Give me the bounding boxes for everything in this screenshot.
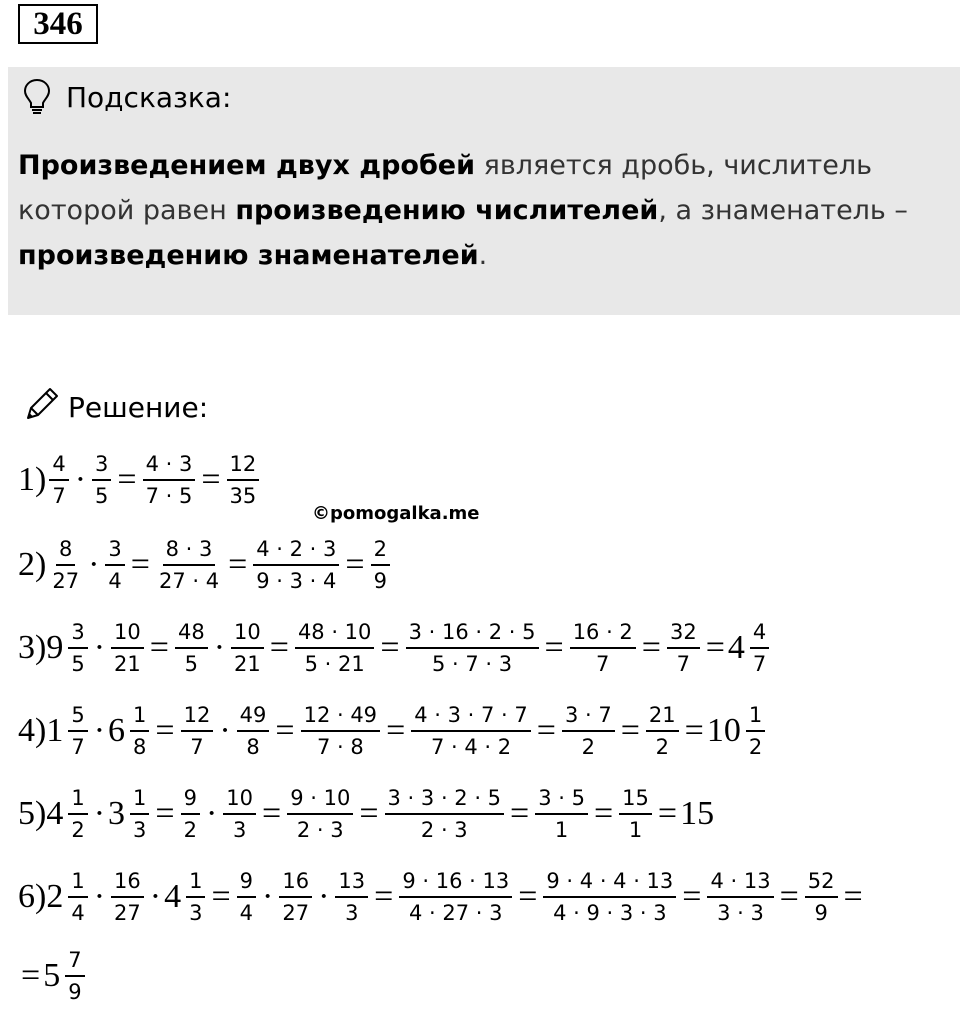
fraction-denominator: 3 [133, 818, 147, 842]
solution-row-2 [18, 537, 393, 593]
row-text: 3) [18, 629, 47, 666]
fraction-denominator: 7 [52, 484, 66, 508]
task-number: 346 [18, 4, 98, 44]
solution-row-6-continued [18, 948, 88, 1004]
whole-number: 4 [164, 878, 182, 915]
fraction-numerator: 3 · 7 [562, 703, 615, 732]
fraction [143, 452, 196, 508]
operator: = [155, 795, 175, 832]
operator: = [518, 878, 538, 915]
fraction-numerator: 1 [130, 786, 149, 815]
hint-text [18, 143, 948, 278]
fraction-numerator: 52 [805, 869, 838, 898]
fraction [371, 537, 390, 593]
operator: · [262, 878, 274, 915]
fraction [295, 620, 374, 676]
fraction [223, 786, 256, 842]
fraction [68, 703, 87, 759]
operator: · [93, 878, 106, 915]
fraction [750, 620, 769, 676]
operator: = [544, 629, 564, 666]
fraction-numerator: 16 · 2 [570, 620, 636, 649]
operator: = [386, 712, 406, 749]
fraction [646, 703, 679, 759]
fraction-numerator: 9 [181, 786, 200, 815]
fraction-denominator: 2 · 3 [296, 818, 344, 842]
operator: · [93, 712, 106, 749]
fraction-numerator: 3 [92, 452, 111, 481]
fraction [49, 452, 68, 508]
fraction-numerator: 9 · 10 [287, 786, 353, 815]
fraction-denominator: 7 [596, 652, 610, 676]
fraction-numerator: 8 · 3 [163, 537, 216, 566]
fraction-denominator: 3 [345, 901, 359, 925]
fraction-numerator: 3 · 16 · 2 · 5 [406, 620, 539, 649]
fraction-numerator: 2 [371, 537, 390, 566]
fraction-denominator: 7 · 8 [316, 735, 364, 759]
hint-bold-1: Произведением двух дробей [18, 150, 476, 181]
fraction [399, 869, 512, 925]
fraction-denominator: 35 [229, 484, 257, 508]
operator: · [93, 629, 106, 666]
operator: = [374, 878, 394, 915]
whole-number: 4 [727, 629, 745, 666]
fraction [181, 703, 214, 759]
row-text: 15 [680, 795, 715, 832]
fraction-numerator: 1 [746, 703, 765, 732]
operator: = [684, 712, 704, 749]
fraction-denominator: 4 · 9 · 3 · 3 [553, 901, 667, 925]
fraction-numerator: 3 [105, 537, 124, 566]
operator: = [130, 546, 150, 583]
fraction [181, 786, 200, 842]
hint-text-2: , а знаменатель – [658, 195, 908, 226]
fraction-denominator: 27 [52, 569, 80, 593]
fraction-denominator: 3 [232, 818, 247, 842]
operator: · [93, 795, 106, 832]
fraction [805, 869, 838, 925]
fraction-numerator: 1 [68, 869, 87, 898]
fraction [385, 786, 505, 842]
fraction-denominator: 4 [108, 569, 122, 593]
hint-bold-3: произведению знаменателей [18, 240, 479, 271]
fraction [253, 537, 339, 593]
fraction-numerator: 10 [111, 620, 144, 649]
row-text: 6) [18, 878, 47, 915]
fraction-denominator: 2 · 3 [420, 818, 468, 842]
fraction [746, 703, 765, 759]
fraction-denominator: 7 · 5 [145, 484, 193, 508]
solution-row-5 [18, 786, 714, 842]
fraction [237, 869, 256, 925]
fraction-numerator: 10 [223, 786, 256, 815]
row-text: 5) [18, 795, 47, 832]
fraction-denominator: 5 · 7 · 3 [431, 652, 513, 676]
operator: · [74, 461, 87, 498]
fraction-denominator: 4 [71, 901, 85, 925]
fraction-denominator: 2 [71, 818, 85, 842]
fraction-numerator: 16 [111, 869, 144, 898]
operator: = [682, 878, 702, 915]
fraction-numerator: 4 · 3 · 7 · 7 [411, 703, 531, 732]
whole-number: 6 [108, 712, 126, 749]
whole-number: 2 [46, 878, 64, 915]
fraction [227, 452, 260, 508]
fraction-numerator: 4 · 13 [707, 869, 773, 898]
fraction [667, 620, 700, 676]
fraction-denominator: 7 · 4 · 2 [430, 735, 512, 759]
fraction-numerator: 4 [750, 620, 769, 649]
fraction-denominator: 21 [114, 652, 141, 676]
fraction-numerator: 48 · 10 [295, 620, 374, 649]
fraction-denominator: 2 [748, 735, 763, 759]
fraction-denominator: 9 [373, 569, 387, 593]
operator: = [536, 712, 556, 749]
fraction [65, 948, 84, 1004]
operator: = [359, 795, 379, 832]
operator: = [275, 712, 295, 749]
operator: = [228, 546, 248, 583]
fraction-denominator: 7 [752, 652, 767, 676]
operator: = [779, 878, 799, 915]
fraction-denominator: 7 [71, 735, 85, 759]
fraction-denominator: 9 · 3 · 4 [256, 569, 337, 593]
fraction-numerator: 9 [237, 869, 256, 898]
hint-text-3: . [478, 240, 488, 271]
operator: = [705, 629, 725, 666]
fraction-denominator: 9 [68, 980, 82, 1004]
fraction [111, 869, 144, 925]
fraction [130, 786, 149, 842]
fraction [231, 620, 264, 676]
fraction-denominator: 4 · 27 · 3 [409, 901, 503, 925]
fraction-numerator: 10 [231, 620, 264, 649]
fraction-denominator: 3 · 3 [717, 901, 764, 925]
fraction-denominator: 8 [133, 735, 147, 759]
fraction-numerator: 4 · 3 [143, 452, 196, 481]
operator: = [620, 712, 640, 749]
fraction-numerator: 21 [646, 703, 679, 732]
fraction-denominator: 2 [183, 818, 197, 842]
fraction [175, 620, 208, 676]
fraction-denominator: 4 [239, 901, 254, 925]
hint-bold-2: произведению числителей [235, 195, 659, 226]
fraction-denominator: 9 [814, 901, 828, 925]
row-text: 1) [18, 461, 47, 498]
fraction-numerator: 9 · 4 · 4 · 13 [543, 869, 676, 898]
fraction-numerator: 1 [130, 703, 149, 732]
fraction [619, 786, 652, 842]
row-text: 2) [18, 546, 47, 583]
fraction-numerator: 32 [667, 620, 700, 649]
operator: = [345, 546, 365, 583]
fraction [111, 620, 144, 676]
fraction-denominator: 8 [246, 735, 260, 759]
fraction-numerator: 3 · 5 [535, 786, 588, 815]
whole-number: 3 [108, 795, 126, 832]
operator: = [155, 712, 175, 749]
fraction-numerator: 1 [68, 786, 87, 815]
fraction [535, 786, 588, 842]
row-text: 4) [18, 712, 47, 749]
solution-title: Решение: [68, 391, 209, 424]
operator: · [318, 878, 330, 915]
fraction [279, 869, 312, 925]
fraction-denominator: 27 · 4 [158, 569, 220, 593]
solution-row-3 [18, 620, 772, 676]
operator: · [205, 795, 218, 832]
operator: = [21, 957, 41, 994]
operator: = [641, 629, 661, 666]
fraction-numerator: 13 [335, 869, 368, 898]
fraction-numerator: 8 [56, 537, 75, 566]
fraction-denominator: 1 [628, 818, 643, 842]
fraction-denominator: 27 [114, 901, 141, 925]
whole-number: 5 [43, 957, 61, 994]
fraction [49, 537, 82, 593]
hint-text-1: является дробь, числитель которой равен [18, 150, 872, 226]
operator: = [380, 629, 400, 666]
fraction [105, 537, 124, 593]
fraction-denominator: 7 [676, 652, 691, 676]
fraction [186, 869, 205, 925]
whole-number: 9 [46, 629, 64, 666]
fraction-numerator: 48 [175, 620, 208, 649]
operator: · [219, 712, 231, 749]
fraction-denominator: 5 · 21 [304, 652, 365, 676]
fraction-numerator: 12 · 49 [301, 703, 380, 732]
fraction-numerator: 4 [49, 452, 68, 481]
fraction-numerator: 3 [68, 620, 87, 649]
fraction [301, 703, 380, 759]
fraction-denominator: 1 [554, 818, 569, 842]
fraction [287, 786, 353, 842]
fraction [237, 703, 270, 759]
solution-row-4 [18, 703, 768, 759]
operator: = [269, 629, 289, 666]
fraction-numerator: 16 [279, 869, 312, 898]
whole-number: 4 [46, 795, 64, 832]
fraction-numerator: 12 [227, 452, 260, 481]
operator: = [201, 461, 221, 498]
operator: · [149, 878, 162, 915]
operator: = [593, 795, 614, 832]
fraction-denominator: 2 [581, 735, 596, 759]
fraction-denominator: 2 [655, 735, 669, 759]
fraction-numerator: 7 [65, 948, 84, 977]
operator: = [117, 461, 137, 498]
operator: = [657, 795, 678, 832]
lightbulb-icon [22, 78, 52, 116]
fraction-numerator: 3 · 3 · 2 · 5 [385, 786, 505, 815]
fraction-denominator: 3 [189, 901, 203, 925]
pencil-icon [22, 384, 62, 424]
fraction-denominator: 5 [184, 652, 198, 676]
fraction-numerator: 49 [237, 703, 270, 732]
fraction [543, 869, 676, 925]
fraction-numerator: 15 [619, 786, 652, 815]
operator: = [510, 795, 530, 832]
solution-row-1 [18, 452, 262, 508]
operator: = [149, 629, 169, 666]
fraction [156, 537, 222, 593]
watermark: ©pomogalka.me [312, 503, 480, 524]
hint-title: Подсказка: [66, 81, 232, 114]
operator: · [88, 546, 100, 583]
fraction [562, 703, 615, 759]
operator: = [262, 795, 282, 832]
fraction [68, 869, 87, 925]
fraction [335, 869, 368, 925]
fraction [92, 452, 111, 508]
operator: = [843, 878, 863, 915]
fraction-denominator: 5 [71, 652, 85, 676]
fraction [68, 786, 87, 842]
fraction-denominator: 5 [95, 484, 109, 508]
fraction-denominator: 27 [282, 901, 310, 925]
operator: = [211, 878, 231, 915]
fraction-denominator: 7 [190, 735, 204, 759]
fraction-numerator: 4 · 2 · 3 [253, 537, 339, 566]
fraction [406, 620, 539, 676]
operator: · [213, 629, 226, 666]
whole-number: 10 [706, 712, 741, 749]
fraction-numerator: 5 [68, 703, 87, 732]
fraction-numerator: 1 [186, 869, 205, 898]
fraction-numerator: 9 · 16 · 13 [399, 869, 512, 898]
whole-number: 1 [46, 712, 64, 749]
fraction [411, 703, 531, 759]
fraction-numerator: 12 [181, 703, 214, 732]
fraction [130, 703, 149, 759]
solution-row-6 [18, 869, 866, 925]
fraction [570, 620, 636, 676]
fraction-denominator: 21 [234, 652, 261, 676]
fraction [707, 869, 773, 925]
fraction [68, 620, 87, 676]
